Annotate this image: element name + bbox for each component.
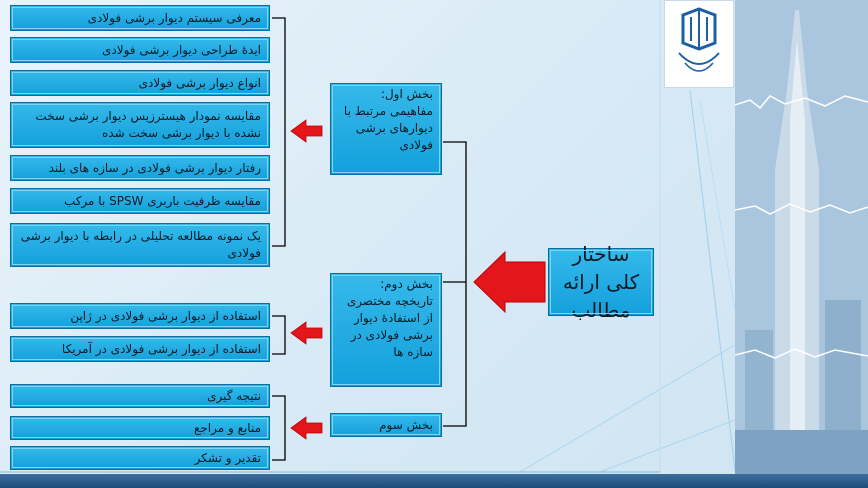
list-item-label: مقایسه ظرفیت باربری SPSW با مرکب	[63, 193, 261, 208]
list-item-part3[interactable]	[10, 446, 270, 470]
section-part3-label: بخش سوم	[379, 417, 433, 432]
arrow-title	[474, 252, 545, 312]
list-item-part1[interactable]	[10, 37, 270, 63]
list-item-part3[interactable]	[10, 384, 270, 408]
list-item-part1[interactable]	[10, 102, 270, 148]
list-item-part1[interactable]	[10, 5, 270, 31]
section-part2[interactable]	[330, 273, 442, 387]
list-item-part1[interactable]	[10, 70, 270, 96]
list-item-label: انواع دیوار برشی فولادی	[138, 75, 261, 90]
main-title	[548, 242, 654, 322]
section-part1[interactable]	[330, 83, 442, 175]
list-item-part2[interactable]	[10, 336, 270, 362]
list-item-label: رفتار دیوار برشی فولادی در سازه های بلند	[48, 160, 261, 175]
main-title-text: ساختار کلی ارائه مطالب	[562, 242, 640, 322]
list-item-label: یک نمونه مطالعه تحلیلی در رابطه با دیوار برشی فولادی	[20, 229, 261, 260]
list-item-part1[interactable]	[10, 155, 270, 181]
section-part3[interactable]	[330, 413, 442, 437]
list-item-part3[interactable]	[10, 416, 270, 440]
list-item-part1[interactable]	[10, 223, 270, 267]
list-item-label: مقایسه نمودار هیسترزیس دیوار برشی سخت نشده با دیوار برشی سخت شده	[35, 109, 261, 140]
list-item-label: استفاده از دیوار برشی فولادی در ژاپن	[70, 308, 261, 323]
list-item-part2[interactable]	[10, 303, 270, 329]
list-item-label: تقدیر و تشکر	[194, 450, 261, 465]
list-item-part1[interactable]	[10, 188, 270, 214]
list-item-label: ایدۀ طراحی دیوار برشی فولادی	[102, 42, 261, 57]
section-part2-label: بخش دوم: تاریخچه مختصری از استفادۀ دیوار برشی فولادی در سازه ها	[346, 277, 433, 359]
list-item-label: معرفی سیستم دیوار برشی فولادی	[87, 10, 261, 25]
list-item-label: نتیجه گیری	[207, 388, 261, 403]
bottom-bar	[0, 474, 868, 488]
list-item-label: استفاده از دیوار برشی فولادی در آمریکا	[61, 341, 261, 356]
list-item-label: منابع و مراجع	[193, 420, 261, 435]
section-part1-label: بخش اول: مفاهیمی مرتبط با دیوارهای برشی فولادی	[343, 87, 433, 152]
